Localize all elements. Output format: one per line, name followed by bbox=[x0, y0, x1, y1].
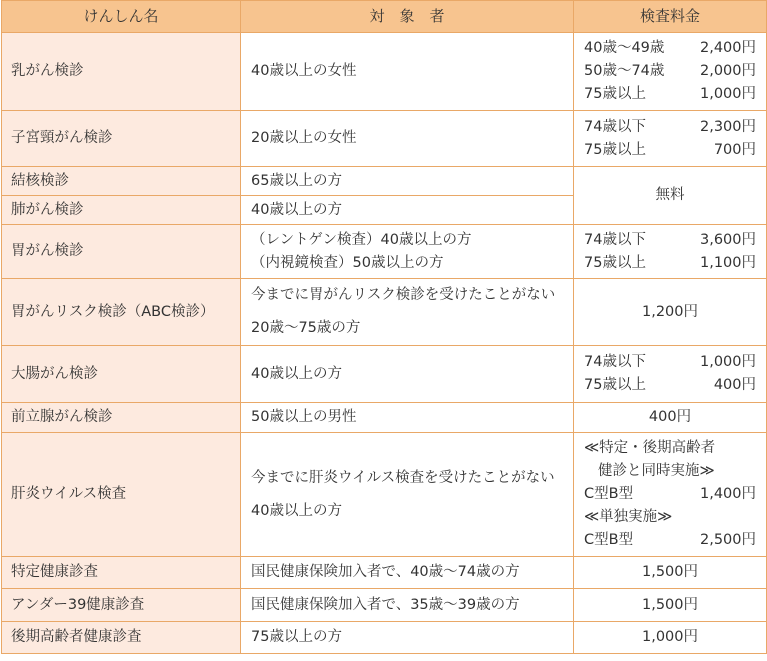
checkup-fee bbox=[574, 33, 767, 111]
column-header-fee: 検査料金 bbox=[574, 1, 767, 33]
fee-label: 50歳〜74歳 bbox=[584, 63, 665, 79]
fee-value: 400円 bbox=[713, 377, 756, 393]
checkup-fee bbox=[574, 279, 767, 346]
column-header-name: けんしん名 bbox=[2, 1, 241, 33]
fee-value: 2,000円 bbox=[699, 63, 756, 79]
fee-line bbox=[584, 374, 756, 397]
checkup-target: 40歳以上の方 bbox=[241, 196, 574, 225]
fee-label: 75歳以上 bbox=[584, 86, 646, 102]
fee-line bbox=[584, 252, 756, 275]
checkup-target: 40歳以上の女性 bbox=[241, 33, 574, 111]
table-row bbox=[2, 225, 767, 279]
table-row bbox=[2, 279, 767, 346]
checkup-name: 前立腺がん検診 bbox=[2, 403, 241, 433]
table-row bbox=[2, 589, 767, 622]
fee-label: C型B型 bbox=[584, 532, 634, 548]
table-header-row bbox=[2, 1, 767, 33]
fee-line bbox=[584, 83, 756, 106]
fee-label: 74歳以下 bbox=[584, 354, 646, 370]
checkup-target: 50歳以上の男性 bbox=[241, 403, 574, 433]
fee-line bbox=[584, 483, 756, 506]
checkup-fee bbox=[574, 346, 767, 403]
fee-value: 400円 bbox=[648, 409, 692, 425]
fee-value: 1,000円 bbox=[699, 354, 756, 370]
table-row bbox=[2, 403, 767, 433]
checkup-target: 20歳以上の女性 bbox=[241, 111, 574, 167]
checkup-name: 胃がんリスク検診（ABC検診） bbox=[2, 279, 241, 346]
checkup-target: 40歳以上の方 bbox=[241, 346, 574, 403]
checkup-name: 乳がん検診 bbox=[2, 33, 241, 111]
table-row bbox=[2, 622, 767, 654]
table-row bbox=[2, 111, 767, 167]
fee-value: 2,300円 bbox=[699, 118, 756, 135]
fee-value: 1,200円 bbox=[641, 303, 698, 320]
table-row bbox=[2, 346, 767, 403]
checkup-target: 75歳以上の方 bbox=[241, 622, 574, 654]
checkup-name: 肺がん検診 bbox=[2, 196, 241, 225]
fee-value: 2,500円 bbox=[699, 532, 756, 548]
checkup-name: 子宮頸がん検診 bbox=[2, 111, 241, 167]
checkup-fee bbox=[574, 433, 767, 557]
fee-value: 1,000円 bbox=[699, 86, 756, 102]
table-row bbox=[2, 557, 767, 589]
fee-value: 700円 bbox=[713, 141, 756, 158]
checkup-target: 今までに肝炎ウイルス検査を受けたことがない40歳以上の方 bbox=[241, 433, 574, 557]
fee-line bbox=[584, 60, 756, 83]
checkup-fee bbox=[574, 557, 767, 589]
checkup-name: 後期高齢者健康診査 bbox=[2, 622, 241, 654]
table-row bbox=[2, 33, 767, 111]
fee-line bbox=[584, 116, 756, 139]
checkup-fee bbox=[574, 167, 767, 225]
checkup-target: 今までに胃がんリスク検診を受けたことがない20歳〜75歳の方 bbox=[241, 279, 574, 346]
fee-label: C型B型 bbox=[584, 486, 634, 502]
checkup-target bbox=[241, 225, 574, 279]
checkup-name: アンダー39健康診査 bbox=[2, 589, 241, 622]
checkup-fee bbox=[574, 225, 767, 279]
checkup-fee bbox=[574, 403, 767, 433]
target-line: （内視鏡検査）50歳以上の方 bbox=[251, 254, 444, 271]
column-header-target: 対 象 者 bbox=[241, 1, 574, 33]
checkup-name: 結核検診 bbox=[2, 167, 241, 196]
health-checkup-fee-table bbox=[1, 0, 767, 654]
checkup-name: 特定健康診査 bbox=[2, 557, 241, 589]
fee-label: 74歳以下 bbox=[584, 118, 646, 135]
checkup-name: 大腸がん検診 bbox=[2, 346, 241, 403]
fee-label: 74歳以下 bbox=[584, 231, 646, 248]
table-row bbox=[2, 167, 767, 196]
checkup-fee bbox=[574, 111, 767, 167]
checkup-fee bbox=[574, 589, 767, 622]
fee-value: 1,400円 bbox=[699, 486, 756, 502]
fee-label: 75歳以上 bbox=[584, 141, 646, 158]
fee-line bbox=[584, 229, 756, 252]
fee-line bbox=[584, 351, 756, 374]
fee-value: 1,100円 bbox=[699, 254, 756, 271]
fee-label: 75歳以上 bbox=[584, 254, 646, 271]
checkup-target: 65歳以上の方 bbox=[241, 167, 574, 196]
fee-note: ≪特定・後期高齢者 bbox=[584, 440, 716, 456]
checkup-name: 肝炎ウイルス検査 bbox=[2, 433, 241, 557]
fee-value: 1,500円 bbox=[641, 596, 698, 613]
fee-value: 1,000円 bbox=[641, 629, 698, 645]
fee-line bbox=[584, 37, 756, 60]
fee-note: 健診と同時実施≫ bbox=[598, 463, 715, 479]
fee-line bbox=[584, 529, 756, 552]
fee-label: 40歳〜49歳 bbox=[584, 40, 665, 56]
checkup-fee bbox=[574, 622, 767, 654]
fee-label: 75歳以上 bbox=[584, 377, 646, 393]
fee-note: ≪単独実施≫ bbox=[584, 509, 673, 525]
checkup-name: 胃がん検診 bbox=[2, 225, 241, 279]
fee-value: 1,500円 bbox=[641, 564, 698, 580]
fee-value: 3,600円 bbox=[699, 231, 756, 248]
fee-free: 無料 bbox=[655, 187, 685, 203]
target-line: （レントゲン検査）40歳以上の方 bbox=[251, 231, 472, 248]
fee-line bbox=[584, 139, 756, 162]
checkup-target: 国民健康保険加入者で、40歳〜74歳の方 bbox=[241, 557, 574, 589]
table-row bbox=[2, 433, 767, 557]
fee-value: 2,400円 bbox=[699, 40, 756, 56]
checkup-target: 国民健康保険加入者で、35歳〜39歳の方 bbox=[241, 589, 574, 622]
